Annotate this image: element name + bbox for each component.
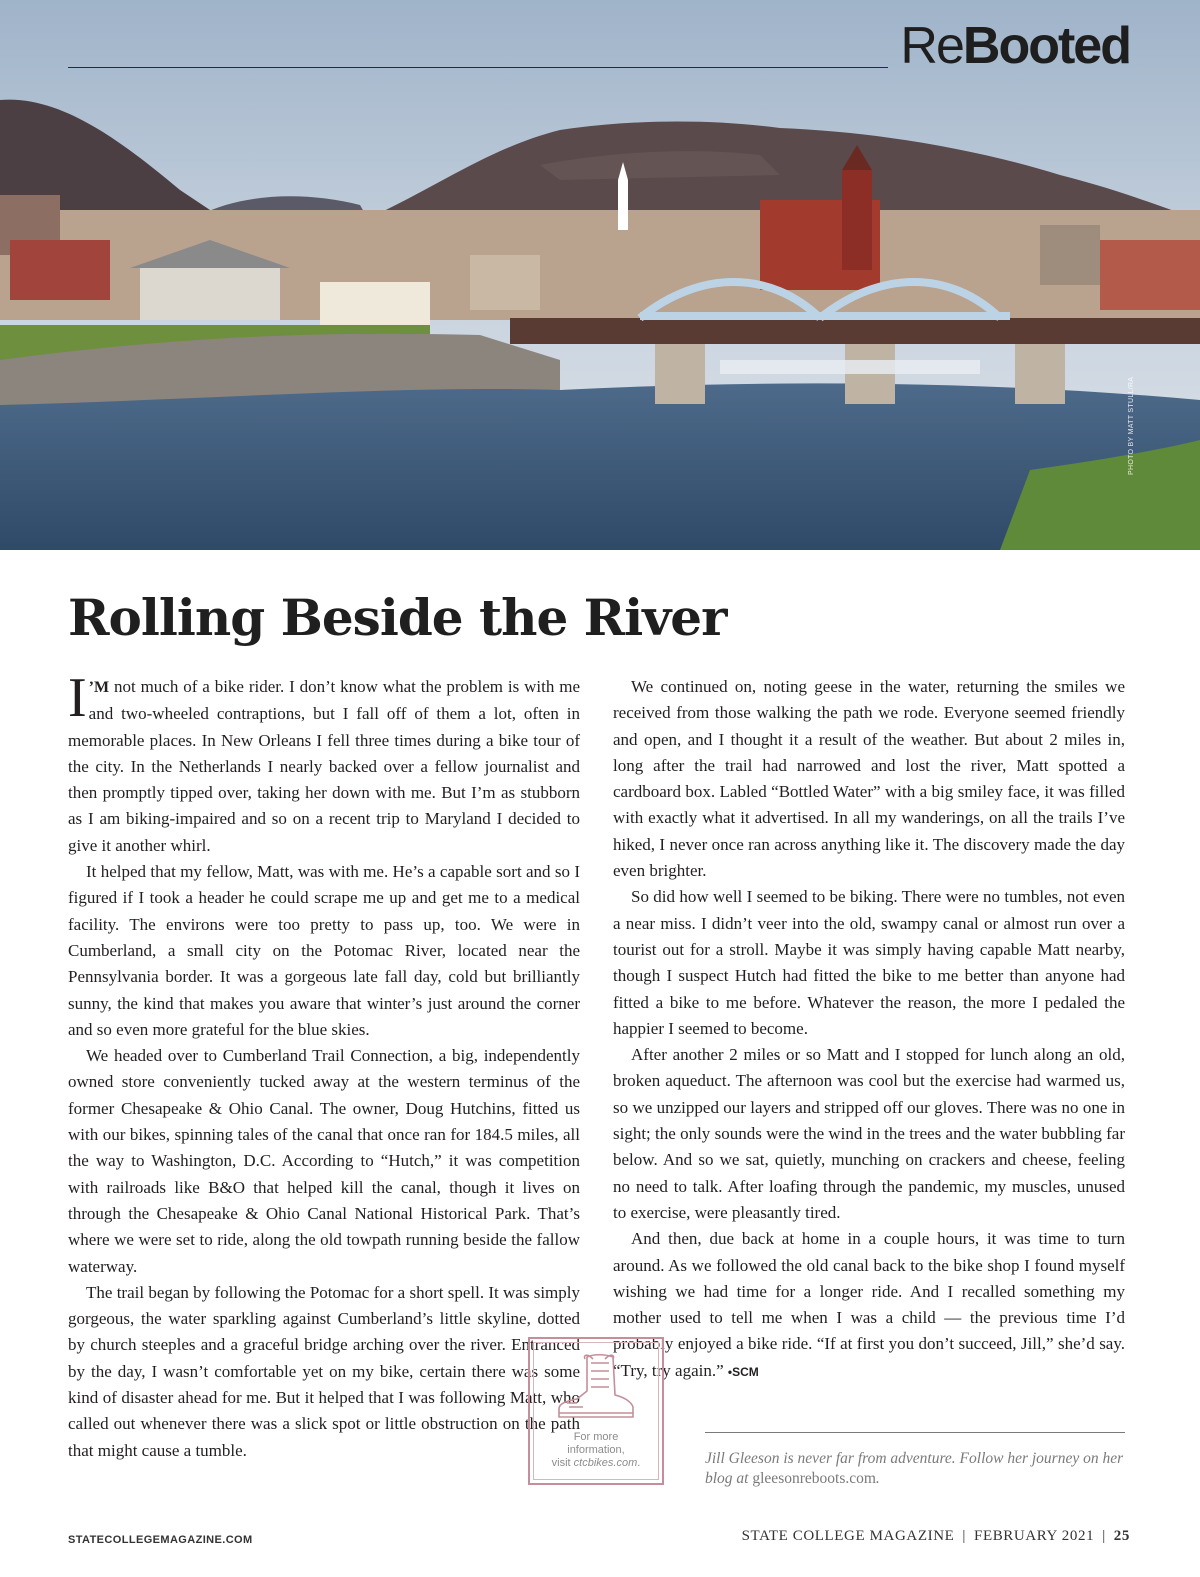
footer-separator: | [962, 1528, 966, 1544]
sign-off-mark: •SCM [727, 1364, 759, 1379]
article-column-right [613, 674, 1125, 1385]
blog-link[interactable]: gleesonreboots.com [752, 1470, 876, 1487]
info-text [534, 1431, 658, 1470]
info-line-3-suffix: . [637, 1457, 641, 1469]
paragraph-8-text: And then, due back at home in a couple hours, it was time to turn around. As we followed the old canal back to the bike shop I found myself wishing we had time for a longer ride. And I recalled something my mother used to tell me when I was a child — the previous time I’d probably enjoyed a bike ride. “If at first you don’t succeed, Jill,” she’d say. “Try, try again.” [613, 1229, 1125, 1380]
ctcbikes-link[interactable]: ctcbikes.com [573, 1457, 638, 1469]
brand-booted: Booted [962, 17, 1130, 75]
info-line-1: For more [573, 1431, 619, 1443]
lead-caps: ’M [88, 679, 110, 696]
info-line-2: information, [567, 1444, 625, 1456]
paragraph-4 [68, 1280, 580, 1464]
paragraph-8 [613, 1226, 1125, 1385]
paragraph-1-text: not much of a bike rider. I don’t know what the problem is with me and two-wheeled contraptions, but I fall off of them a lot, often in memorable places. In New Orleans I fell three times during a bike tour of the city. In the Netherlands I nearly backed over a fellow journalist and then promptly tipped over, taking her down with me. But I’m as stubborn as I am biking-impaired and so on a recent trip to Maryland I decided to give it another whirl. [68, 677, 580, 855]
paragraph-7: After another 2 miles or so Matt and I stopped for lunch along an old, broken aqueduct. The afternoon was cool but the exercise had warmed us, so we unzipped our layers and stripped off our gloves. There was no one in sight; the only sounds were the wind in the trees and the water bubbling far below. And so we sat, quietly, munching on crackers and cheese, feeling no need to talk. After loafing through the pandemic, my muscles, unused to exercise, were pleasantly tired. [613, 1045, 1125, 1222]
hero-photo [0, 0, 1200, 550]
drop-cap: I [68, 667, 87, 729]
bio-text: Jill Gleeson is never far from adventure. Follow her journey on her blog at [705, 1450, 1124, 1487]
footer-folio [742, 1528, 1130, 1545]
article-column-left [68, 667, 580, 1464]
author-bio [705, 1449, 1125, 1489]
article-title: Rolling Beside the River [68, 588, 727, 647]
paragraph-1 [68, 667, 580, 859]
hiking-boot-icon [553, 1351, 639, 1425]
paragraph-4-text: The trail began by following the Potomac for a short spell. It was simply gorgeous, the water sparkling against Cumberland’s little skyline, dotted by church steeples and a graceful bridge arching over the river. Entranced by the day, I wasn’t comfortable yet on my bike, certain there was some kind of disaster ahead for me. But it helped that I was following Matt, who called out whenever there was a slick spot or little obstruction on the path that might cause a tumble. [68, 1282, 580, 1460]
paragraph-6: So did how well I seemed to be biking. There were no tumbles, not even a near miss. I didn’t veer into the old, swampy canal or almost run over a tourist out for a stroll. Maybe it was simply having capable Matt nearby, though I suspect Hutch had fitted the bike to me better than anyone had fitted a bike to me before. Whatever the reason, the more I pedaled the happier I seemed to become. [613, 887, 1125, 1038]
info-sidebar-inner [533, 1342, 659, 1480]
footer-magazine: STATE COLLEGE MAGAZINE [741, 1528, 955, 1544]
footer-date: FEBRUARY 2021 [974, 1528, 1095, 1544]
paragraph-5: We continued on, noting geese in the water, returning the smiles we received from those walking the path we rode. Everyone seemed friendly and open, and I thought it a result of the weather. But about 2 miles in, long after the trail had narrowed and lost the river, Matt spotted a cardboard box. Labled “Bottled Water” with a big smiley face, it was filled with exactly what it advertised. In all my wanderings, on all the trails I’ve hiked, I never once ran across anything like it. The discovery made the day even brighter. [613, 677, 1125, 881]
info-line-3 [534, 1457, 658, 1470]
bio-end: . [875, 1470, 880, 1487]
info-line-3-prefix: visit [551, 1457, 574, 1469]
paragraph-3: We headed over to Cumberland Trail Connection, a big, independently owned store conveniently tucked away at the western terminus of the former Chesapeake & Ohio Canal. The owner, Doug Hutchins, fitted us with our bikes, spinning tales of the canal that once ran for 184.5 miles, all the way to Washington, D.C. According to “Hutch,” it was competition with railroads like B&O that helped kill the canal, though it lives on through the Chesapeake & Ohio Canal National Historical Park. That’s where we were set to ride, along the old towpath running beside the fallow waterway. [68, 1046, 580, 1276]
brand-re: Re [900, 17, 963, 75]
page-number: 25 [1113, 1528, 1130, 1544]
footer-separator: | [1102, 1528, 1106, 1544]
info-sidebar [528, 1337, 664, 1485]
bio-rule [705, 1432, 1125, 1433]
river-town-illustration [0, 0, 1200, 550]
header-rule [68, 67, 888, 68]
footer-website[interactable]: STATECOLLEGEMAGAZINE.COM [68, 1534, 253, 1546]
photo-credit: PHOTO BY MATT STULL/RA [1128, 376, 1135, 475]
paragraph-2: It helped that my fellow, Matt, was with me. He’s a capable sort and so I figured if I took a header he could scrape me up and get me to a medical facility. The environs were too pretty to pass up, too. We were in Cumberland, a small city on the Potomac River, located near the Pennsylvania border. It was a gorgeous late fall day, cold but brilliantly sunny, the kind that makes you aware that winter’s just around the corner and so even more grateful for the blue skies. [68, 862, 580, 1039]
section-brand [900, 17, 1130, 75]
